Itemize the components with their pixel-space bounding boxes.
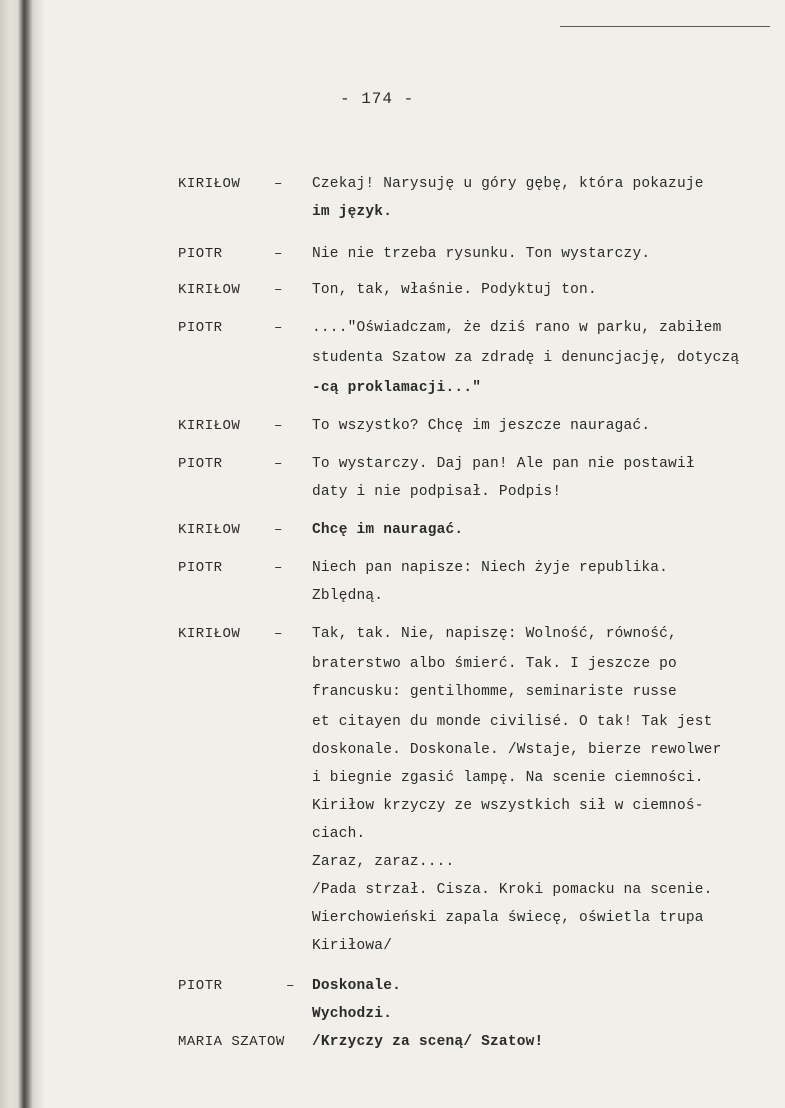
dash: – — [274, 320, 283, 336]
dialogue-line: Doskonale. — [312, 978, 402, 994]
speaker-name: PIOTR — [178, 456, 223, 472]
dialogue-line: Chcę im nauragać. — [312, 522, 464, 538]
dash: – — [286, 978, 295, 994]
speaker-name: PIOTR — [178, 560, 223, 576]
dialogue-line: Ton, tak, właśnie. Podyktuj ton. — [312, 282, 597, 298]
dialogue-line: im język. — [312, 204, 393, 220]
dialogue-line: Wychodzi. — [312, 1006, 393, 1022]
dialogue-line: Wierchowieński zapala świecę, oświetla trupa — [312, 910, 704, 926]
dialogue-line: et citayen du monde civilisé. O tak! Tak jest — [312, 714, 713, 730]
dialogue-line: Zblędną. — [312, 588, 384, 604]
dash: – — [274, 560, 283, 576]
speaker-name: MARIA SZATOW — [178, 1034, 285, 1050]
dialogue-line: Niech pan napisze: Niech żyje republika. — [312, 560, 669, 576]
speaker-name: KIRIŁOW — [178, 626, 241, 642]
dialogue-line: Tak, tak. Nie, napiszę: Wolność, równość, — [312, 626, 677, 642]
dash: – — [274, 282, 283, 298]
dialogue-line: Czekaj! Narysuję u góry gębę, która pokazuje — [312, 176, 704, 192]
dialogue-line: braterstwo albo śmierć. Tak. I jeszcze po — [312, 656, 677, 672]
dash: – — [274, 418, 283, 434]
speaker-name: PIOTR — [178, 978, 223, 994]
dialogue-line: Kiriłowa/ — [312, 938, 393, 954]
dialogue-line: daty i nie podpisał. Podpis! — [312, 484, 562, 500]
dialogue-line: To wszystko? Chcę im jeszcze nauragać. — [312, 418, 651, 434]
dialogue-line: ...."Oświadczam, że dziś rano w parku, zabiłem — [312, 320, 722, 336]
speaker-name: KIRIŁOW — [178, 418, 241, 434]
speaker-name: KIRIŁOW — [178, 282, 241, 298]
dialogue-line: To wystarczy. Daj pan! Ale pan nie postawił — [312, 456, 695, 472]
dash: – — [274, 456, 283, 472]
dialogue-line: i biegnie zgasić lampę. Na scenie ciemności. — [312, 770, 704, 786]
dialogue-line: doskonale. Doskonale. /Wstaje, bierze rewolwer — [312, 742, 722, 758]
speaker-name: KIRIŁOW — [178, 176, 241, 192]
dialogue-line: Kiriłow krzyczy ze wszystkich sił w ciemnoś- — [312, 798, 704, 814]
dash: – — [274, 176, 283, 192]
speaker-name: PIOTR — [178, 320, 223, 336]
dialogue-line: francusku: gentilhomme, seminariste russe — [312, 684, 677, 700]
speaker-name: KIRIŁOW — [178, 522, 241, 538]
dash: – — [274, 522, 283, 538]
dialogue-line: ciach. — [312, 826, 366, 842]
dialogue-line: /Pada strzał. Cisza. Kroki pomacku na scenie. — [312, 882, 713, 898]
dialogue-line: -cą proklamacji..." — [312, 380, 482, 396]
page-number: - 174 - — [340, 90, 415, 108]
dash: – — [274, 626, 283, 642]
dash: – — [274, 246, 283, 262]
speaker-name: PIOTR — [178, 246, 223, 262]
dialogue-line: studenta Szatow za zdradę i denuncjację, dotyczą — [312, 350, 740, 366]
dialogue-line: Zaraz, zaraz.... — [312, 854, 455, 870]
dialogue-line: /Krzyczy za sceną/ Szatow! — [312, 1034, 544, 1050]
dialogue-line: Nie nie trzeba rysunku. Ton wystarczy. — [312, 246, 651, 262]
